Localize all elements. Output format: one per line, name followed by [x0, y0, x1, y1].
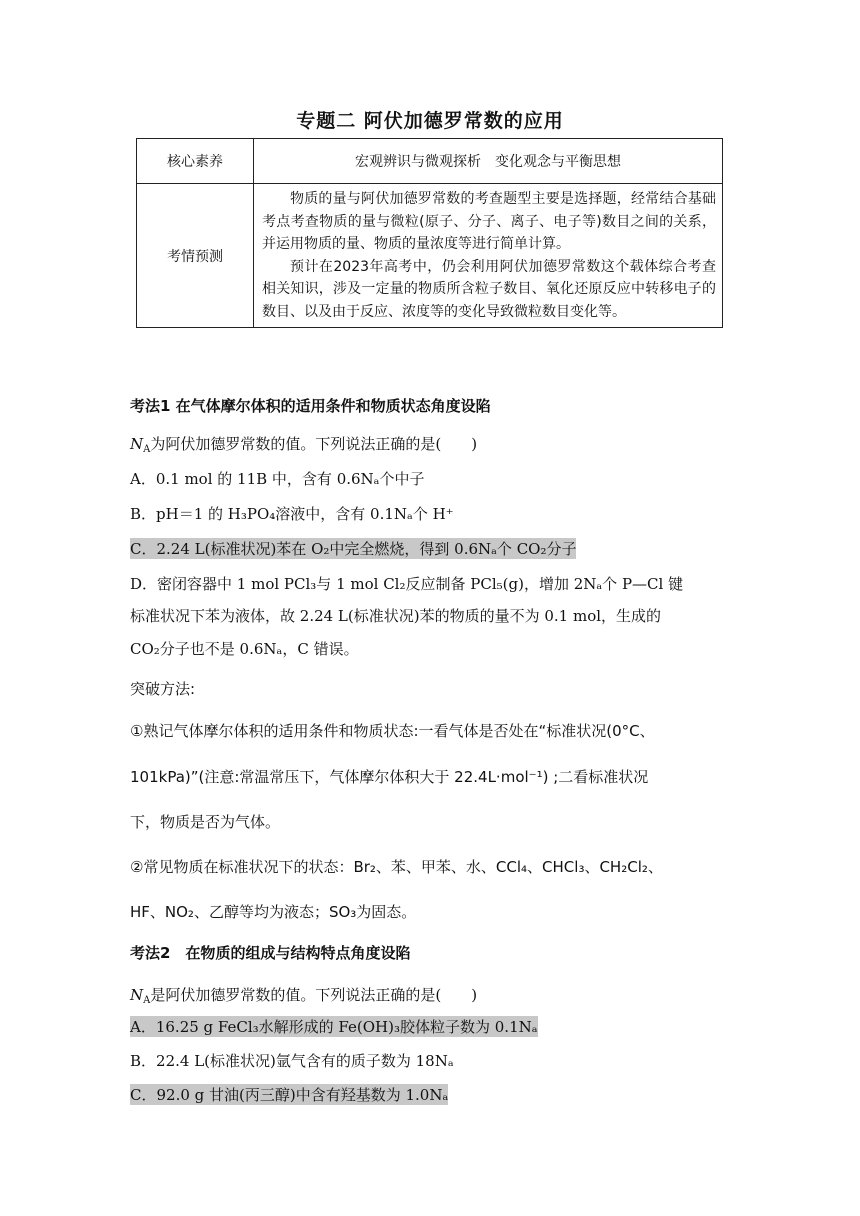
method1-question: $N_A$为阿伏加德罗常数的值。下列说法正确的是( )	[130, 435, 478, 455]
method2-question: $N_A$是阿伏加德罗常数的值。下列说法正确的是( )	[130, 986, 478, 1006]
method2-option-b: B．22.4 L(标准状况)氩气含有的质子数为 18Nₐ	[130, 1052, 454, 1070]
method2-option-a: A．16.25 g FeCl₃水解形成的 Fe(OH)₃胶体粒子数为 0.1Nₐ	[130, 1018, 538, 1036]
method2-option-c: C．92.0 g 甘油(丙三醇)中含有羟基数为 1.0Nₐ	[130, 1086, 449, 1104]
page-title: 专题二 阿伏加德罗常数的应用	[296, 110, 564, 132]
prediction-text	[254, 184, 723, 328]
overview-table	[136, 138, 723, 328]
method1-option-c: C．2.24 L(标准状况)苯在 O₂中完全燃烧，得到 0.6Nₐ个 CO₂分子	[130, 540, 577, 558]
tip1-line-3: 下，物质是否为气体。	[130, 813, 281, 831]
prediction-paragraph-2: 预计在2023年高考中，仍会利用阿伏加德罗常数这个载体综合考查相关知识，涉及一定量的物质所含粒子数目、氧化还原反应中转移电子的数目、以及由于反应、浓度等的变化导致微粒数目变化等。	[262, 258, 716, 320]
prediction-label: 考情预测	[137, 184, 254, 328]
table-row	[137, 184, 723, 328]
method1-option-b: B．pH＝1 的 H₃PO₄溶液中，含有 0.1Nₐ个 H⁺	[130, 505, 454, 523]
tip1-line-1: ①熟记气体摩尔体积的适用条件和物质状态:一看气体是否处在“标准状况(0°C、	[130, 722, 655, 740]
table-row	[137, 139, 723, 184]
method1-heading: 考法1 在气体摩尔体积的适用条件和物质状态角度设陷	[130, 397, 491, 415]
method1-option-a: A．0.1 mol 的 11B 中，含有 0.6Nₐ个中子	[130, 470, 425, 488]
core-label: 核心素养	[137, 139, 254, 184]
prediction-paragraph-1: 物质的量与阿伏加德罗常数的考查题型主要是选择题，经常结合基础考点考查物质的量与微粒(原子、分子、离子、电子等)数目之间的关系，并运用物质的量、物质的量浓度等进行简单计算。	[262, 191, 716, 252]
breakthrough-label: 突破方法:	[130, 680, 196, 698]
method2-heading: 考法2 在物质的组成与结构特点角度设陷	[130, 944, 411, 962]
method1-option-d: D．密闭容器中 1 mol PCl₃与 1 mol Cl₂反应制备 PCl₅(g)，增加 2Nₐ个 P—Cl 键	[130, 575, 684, 593]
method1-analysis-line-2: CO₂分子也不是 0.6Nₐ，C 错误。	[130, 640, 359, 658]
tip2-line-1: ②常见物质在标准状况下的状态：Br₂、苯、甲苯、水、CCl₄、CHCl₃、CH₂Cl₂、	[130, 858, 663, 876]
core-value: 宏观辨识与微观探析 变化观念与平衡思想	[254, 139, 723, 184]
method1-analysis-line-1: 标准状况下苯为液体，故 2.24 L(标准状况)苯的物质的量不为 0.1 mol，生成的	[130, 607, 662, 625]
tip2-line-2: HF、NO₂、乙醇等均为液态；SO₃为固态。	[130, 903, 417, 921]
tip1-line-2: 101kPa)”(注意:常温常压下，气体摩尔体积大于 22.4L·mol⁻¹) ;二看标准状况	[130, 768, 649, 786]
